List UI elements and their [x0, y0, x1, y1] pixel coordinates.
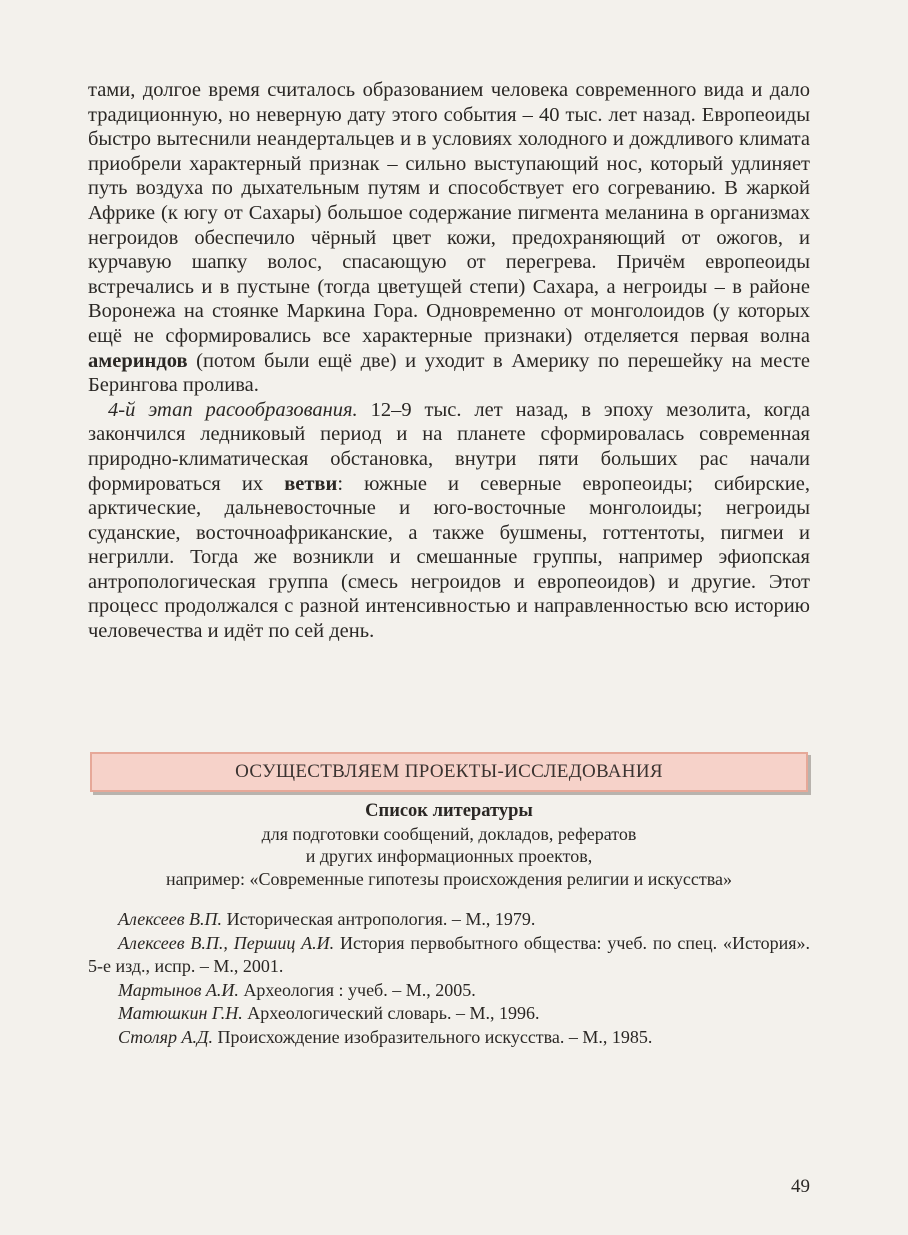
paragraph-2-text: 12–9 тыс. лет назад, в эпоху мезолита, когда закончился ледниковый период и на планете сформировалась современная природно-климатическая обстановка, внутри пяти больших рас начали формироваться их	[88, 398, 810, 495]
reference-item	[88, 908, 810, 932]
reference-item	[88, 1002, 810, 1026]
bibliography-header	[88, 800, 810, 890]
reference-text: Археология : учеб. – М., 2005.	[238, 979, 476, 1000]
paragraph-2-end: : южные и северные европеоиды; сибирские, арктические, дальневосточные и юго-восточные монголоиды; негроиды суданские, восточноафриканские, а также бушмены, готтентоты, пигмеи и негрилли. Тогда же возникли и смешанные группы, например эфиопская антропологическая группа (смесь негроидов и европеоидов) и другие. Этот процесс продолжался с разной интенсивностью и направленностью всю историю человечества и идёт по сей день.	[88, 472, 810, 643]
reference-item	[88, 932, 810, 979]
term-branches: ветви	[284, 472, 338, 495]
reference-text: Происхождение изобразительного искусства. – М., 1985.	[212, 1026, 653, 1047]
bibliography-title: Список литературы	[365, 801, 533, 821]
reference-item	[88, 1026, 810, 1050]
section-banner-label: ОСУЩЕСТВЛЯЕМ ПРОЕКТЫ-ИССЛЕДОВАНИЯ	[235, 761, 663, 782]
section-banner	[90, 752, 808, 792]
reference-text: Археологический словарь. – М., 1996.	[242, 1003, 540, 1023]
stage-heading: 4-й этап расообразования.	[108, 398, 358, 421]
paragraph-2	[88, 398, 810, 644]
bibliography-subtitle-1: для подготовки сообщений, докладов, рефератов	[261, 823, 637, 844]
reference-text: Историческая антропология. – М., 1979.	[222, 909, 536, 929]
page-number: 49	[791, 1176, 810, 1197]
reference-list	[88, 908, 810, 1049]
main-text	[88, 78, 810, 644]
paragraph-1-text: тами, долгое время считалось образованием человека современного вида и дало традиционную, но неверную дату этого события – 40 тыс. лет назад. Европеоиды быстро вытеснили неандертальцев и в условиях холодного и дождливого климата приобрели характерный признак – сильно выступающий нос, который удлиняет путь воздуха по дыхательным путям и способствует его согреванию. В жаркой Африке (к югу от Сахары) большое содержание пигмента меланина в организмах негроидов обеспечило чёрный цвет кожи, предохраняющий от ожогов, и курчавую шапку волос, спасающую от перегрева. Причём европеоиды встречались и в пустыне (тогда цветущей степи) Сахара, а негроиды – в районе Воронежа на стоянке Маркина Гора. Одновременно от монголоидов (у которых ещё не сформировались все характерные признаки) отделяется первая волна	[88, 79, 810, 347]
reference-text: История первобытного общества: учеб. по спец. «История». 5-е изд., испр. – М., 2001.	[88, 932, 810, 976]
reference-author: Мартынов А.И.	[118, 979, 239, 1000]
reference-author: Алексеев В.П., Першиц А.И.	[118, 932, 335, 953]
bibliography-subtitle-2: и других информационных проектов,	[305, 846, 593, 866]
bibliography-subtitle-3: например: «Современные гипотезы происхождения религии и искусства»	[165, 868, 733, 889]
reference-author: Столяр А.Д.	[118, 1026, 213, 1047]
paragraph-1	[88, 78, 810, 398]
reference-author: Матюшкин Г.Н.	[118, 1003, 243, 1023]
paragraph-1-end: (потом были ещё две) и уходит в Америку по перешейку на месте Берингова пролива.	[88, 349, 810, 397]
term-amerinds: америндов	[88, 349, 188, 372]
reference-item	[88, 979, 810, 1003]
reference-author: Алексеев В.П.	[118, 909, 223, 929]
